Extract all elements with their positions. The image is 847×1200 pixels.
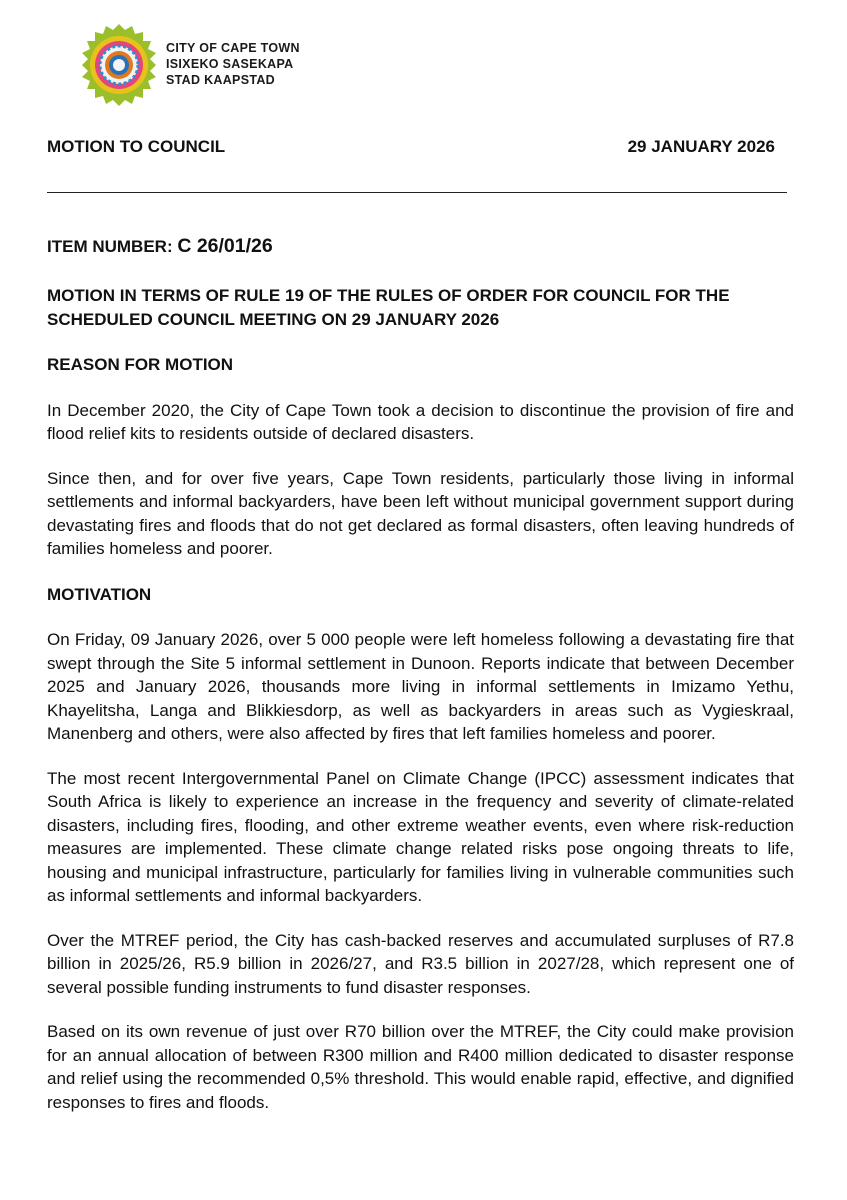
reason-paragraph: Since then, and for over five years, Cape Town residents, particularly those living in informal settlements and informal backyarders, have been left without municipal government support during devastating fires and floods that do not get declared as formal disasters, often leaving hundreds of families homeless and poorer.	[47, 468, 794, 558]
header-divider	[47, 192, 787, 193]
emblem-center	[113, 59, 125, 71]
item-number-label: ITEM NUMBER:	[47, 237, 178, 256]
document-header	[47, 137, 775, 161]
city-emblem-icon	[80, 22, 158, 106]
motivation-paragraph: On Friday, 09 January 2026, over 5 000 people were left homeless following a devastating fire that swept through the Site 5 informal settlement in Dunoon. Reports indicate that between December 2025 and January 2026, thousands more living in informal settlements in Imizamo Yethu, Khayelitsha, Langa and Blikkiesdorp, as well as backyarders in areas such as Vygieskraal, Manenberg and others, were also affected by fires that left families homeless and poorer.	[47, 630, 794, 743]
motivation-paragraph: Over the MTREF period, the City has cash-backed reserves and accumulated surpluses of R7.8 billion in 2025/26, R5.9 billion in 2026/27, and R3.5 billion in 2027/28, which represent one of several possible funding instruments to fund disaster responses.	[47, 930, 794, 997]
section-heading-motivation: MOTIVATION	[47, 584, 152, 604]
document-type: MOTION TO COUNCIL	[47, 137, 226, 156]
item-number	[47, 235, 273, 258]
reason-paragraph: In December 2020, the City of Cape Town took a decision to discontinue the provision of fire and flood relief kits to residents outside of declared disasters.	[47, 400, 794, 443]
motivation-paragraph: The most recent Intergovernmental Panel on Climate Change (IPCC) assessment indicates that South Africa is likely to experience an increase in the frequency and severity of climate-related disasters, including fires, flooding, and other extreme weather events, even where risk-reduction measures are implemented. These climate change related risks pose ongoing threats to life, housing and municipal infrastructure, particularly for families living in vulnerable communities such as informal settlements and informal backyarders.	[47, 768, 794, 905]
logo-line-english: CITY OF CAPE TOWN	[166, 41, 300, 55]
section-heading-reason: REASON FOR MOTION	[47, 355, 234, 374]
logo-wordmark	[166, 40, 300, 88]
motion-title: MOTION IN TERMS OF RULE 19 OF THE RULES OF ORDER FOR COUNCIL FOR THE SCHEDULED COUNCIL MEETING ON 29 JANUARY 2026	[47, 286, 730, 329]
item-number-code: C 26/01/26	[177, 235, 273, 257]
logo-line-xhosa: ISIXEKO SASEKAPA	[166, 57, 294, 71]
motivation-paragraph: Based on its own revenue of just over R70 billion over the MTREF, the City could make provision for an annual allocation of between R300 million and R400 million dedicated to disaster response and relief using the recommended 0,5% threshold. This would enable rapid, effective, and dignified responses to fires and floods.	[47, 1022, 794, 1112]
logo-line-afrikaans: STAD KAAPSTAD	[166, 73, 275, 87]
document-date: 29 JANUARY 2026	[627, 137, 775, 156]
document-body	[47, 284, 794, 1114]
